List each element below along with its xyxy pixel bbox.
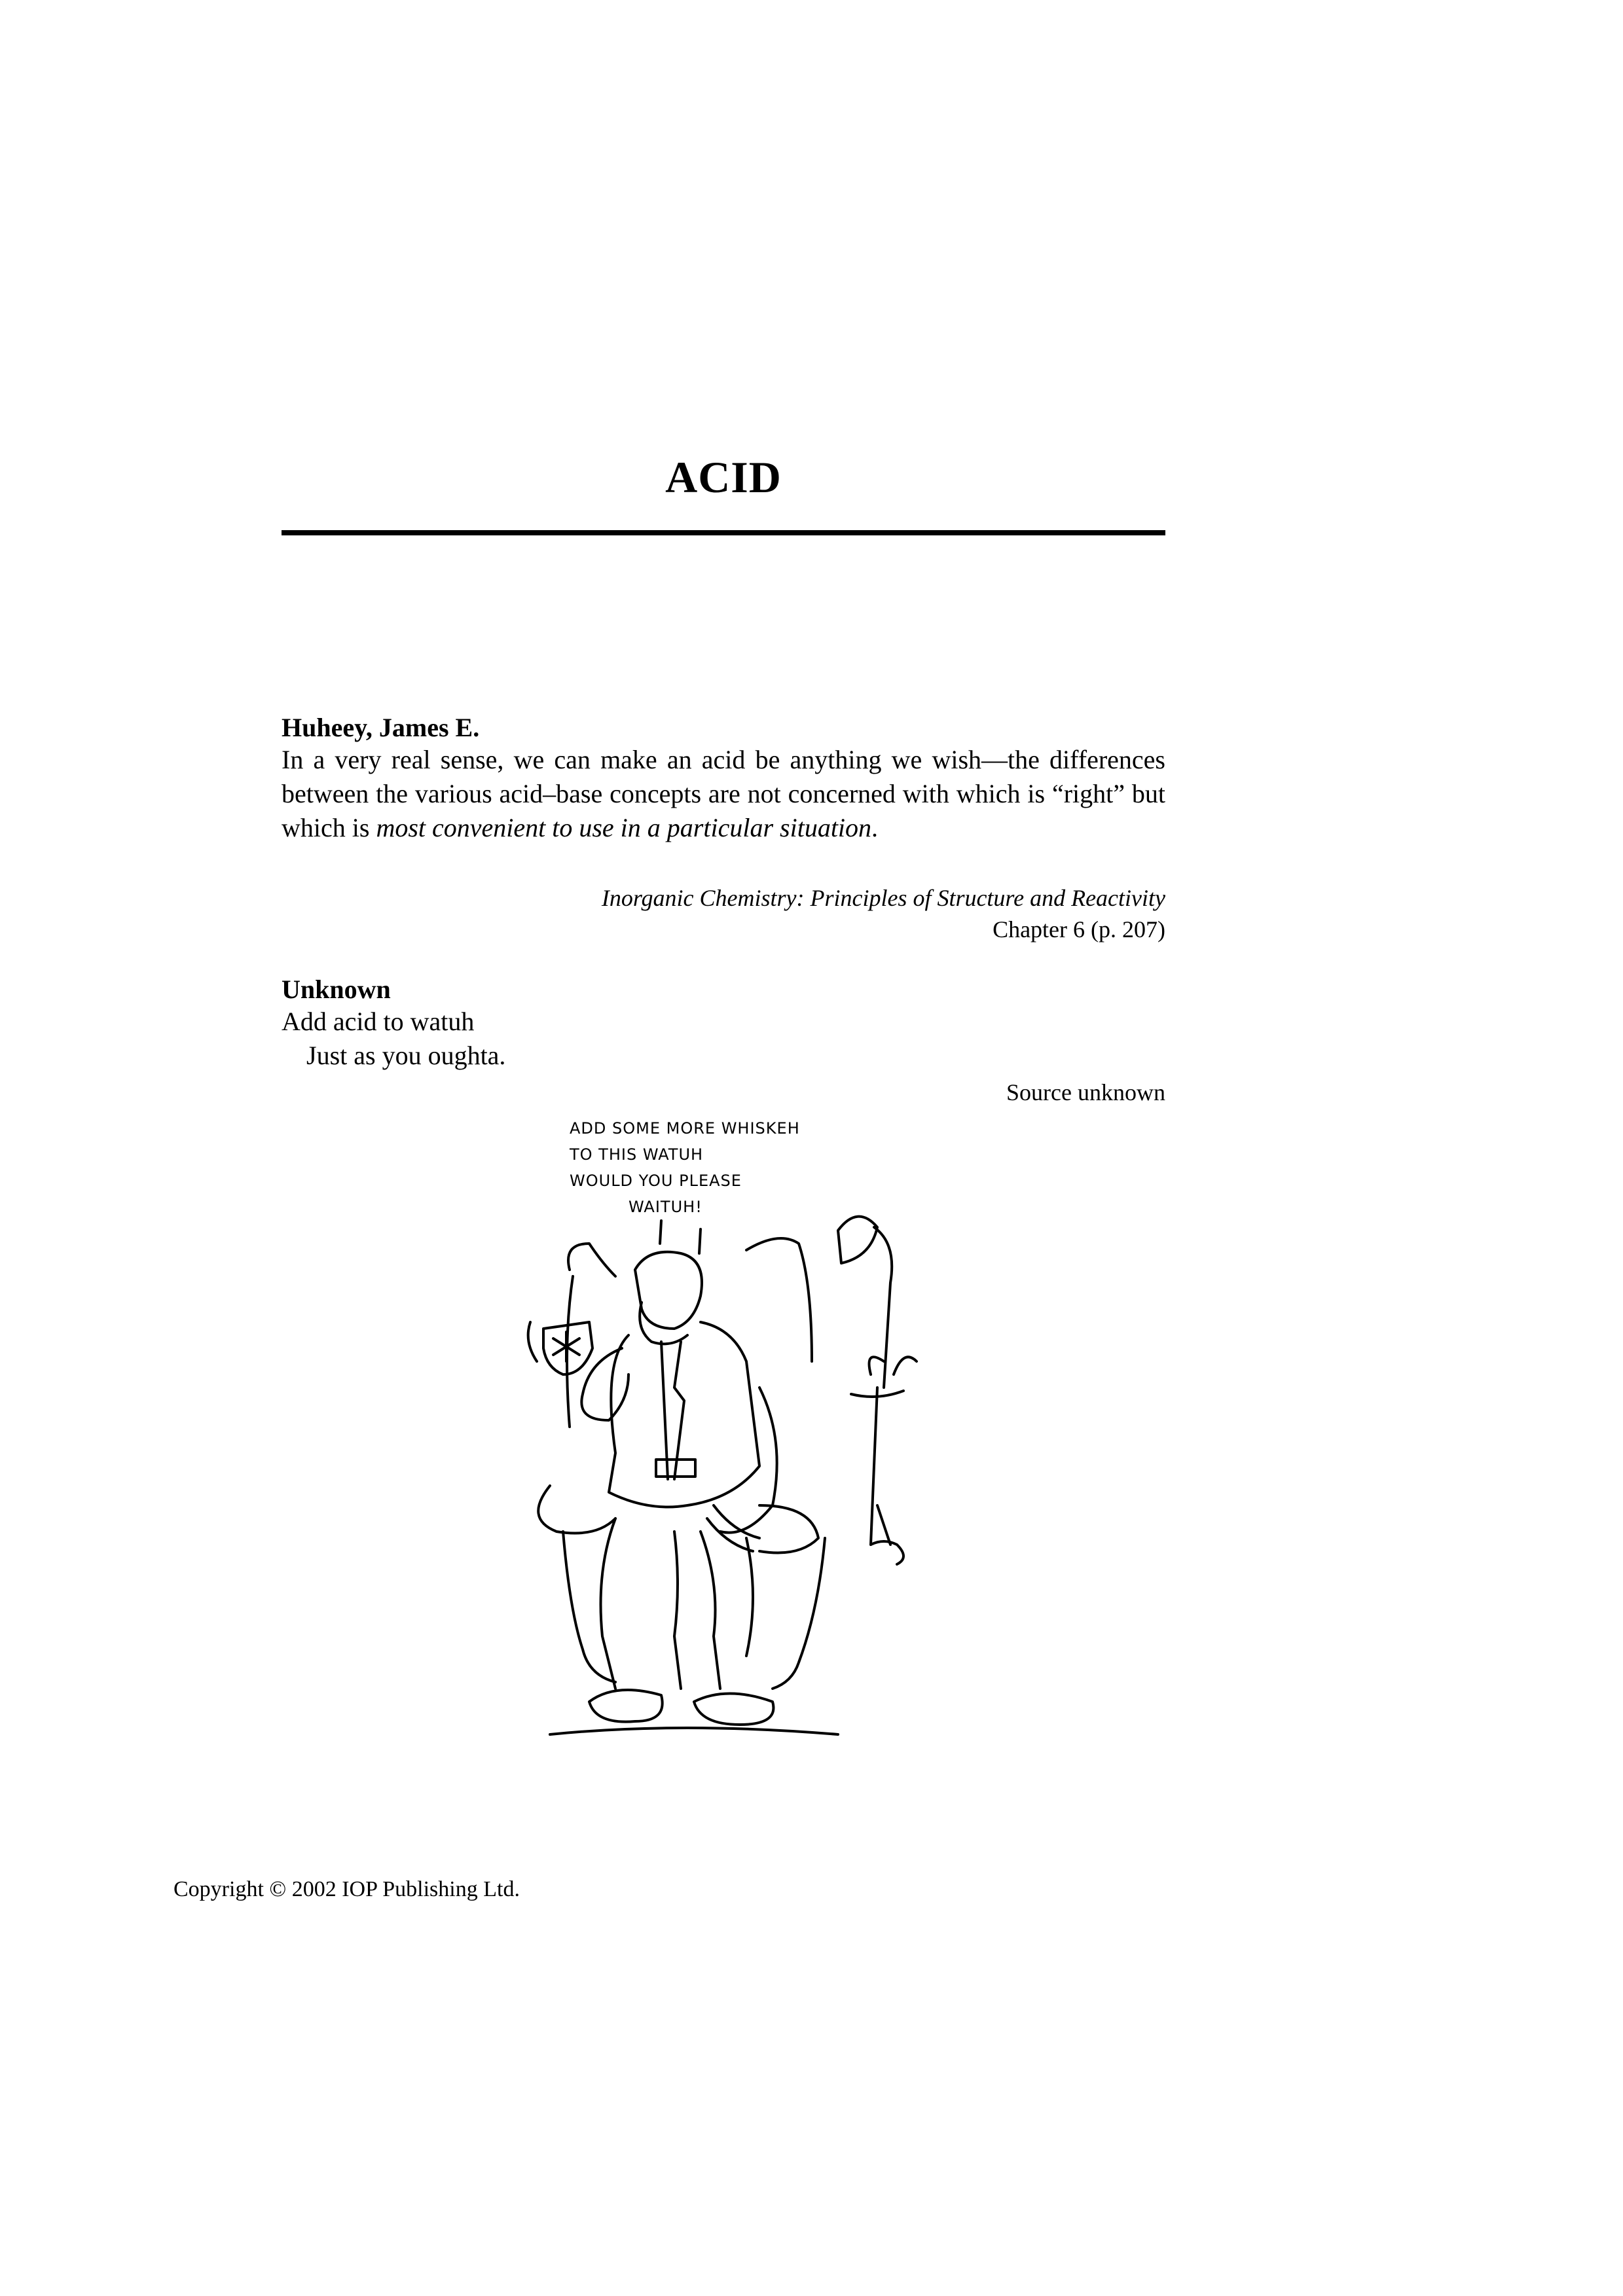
source-detail: Chapter 6 (p. 207) xyxy=(993,916,1165,942)
chair-back xyxy=(568,1244,615,1276)
man-leg-left xyxy=(601,1518,616,1689)
quote-text-italic: most convenient to use in a particular situation xyxy=(376,813,872,842)
cartoon-illustration xyxy=(484,1113,956,1767)
lamp-shade xyxy=(838,1217,877,1263)
copyright-notice: Copyright © 2002 IOP Publishing Ltd. xyxy=(173,1877,520,1901)
shoe-right xyxy=(694,1694,773,1725)
quote-author: Huheey, James E. xyxy=(282,713,480,742)
man-leg-right xyxy=(701,1532,720,1689)
man-body xyxy=(609,1322,759,1507)
quote-verse xyxy=(282,1005,1165,1073)
source-title: Inorganic Chemistry: Principles of Structure and Reactivity xyxy=(601,885,1165,911)
caption-line-3: WOULD YOU PLEASE xyxy=(570,1172,742,1190)
chair-armrest-left xyxy=(538,1486,615,1534)
quote-source-unknown: Source unknown xyxy=(1006,1079,1165,1105)
caption-line-1: ADD SOME MORE WHISKEH xyxy=(570,1119,800,1138)
chair-armrest-right xyxy=(759,1505,818,1553)
title-rule xyxy=(282,530,1165,535)
quote-text-plain: In a very real sense, we can make an acid be anything we wish—the differences between the various acid–base concepts are not concerned with which is “right” but which is xyxy=(282,745,1165,842)
quote-author-unknown: Unknown xyxy=(282,975,391,1004)
caption-line-2: TO THIS WATUH xyxy=(570,1145,704,1164)
page-title: ACID xyxy=(665,452,782,502)
verse-line-2: Just as you oughta. xyxy=(306,1041,506,1070)
caption-line-4: WAITUH! xyxy=(629,1198,702,1216)
quote-source xyxy=(282,882,1165,945)
quote-text xyxy=(282,743,1165,845)
man-head xyxy=(635,1252,702,1329)
shoe-left xyxy=(589,1690,663,1722)
verse-line-1: Add acid to watuh xyxy=(282,1007,475,1036)
quote-text-end: . xyxy=(871,813,879,842)
